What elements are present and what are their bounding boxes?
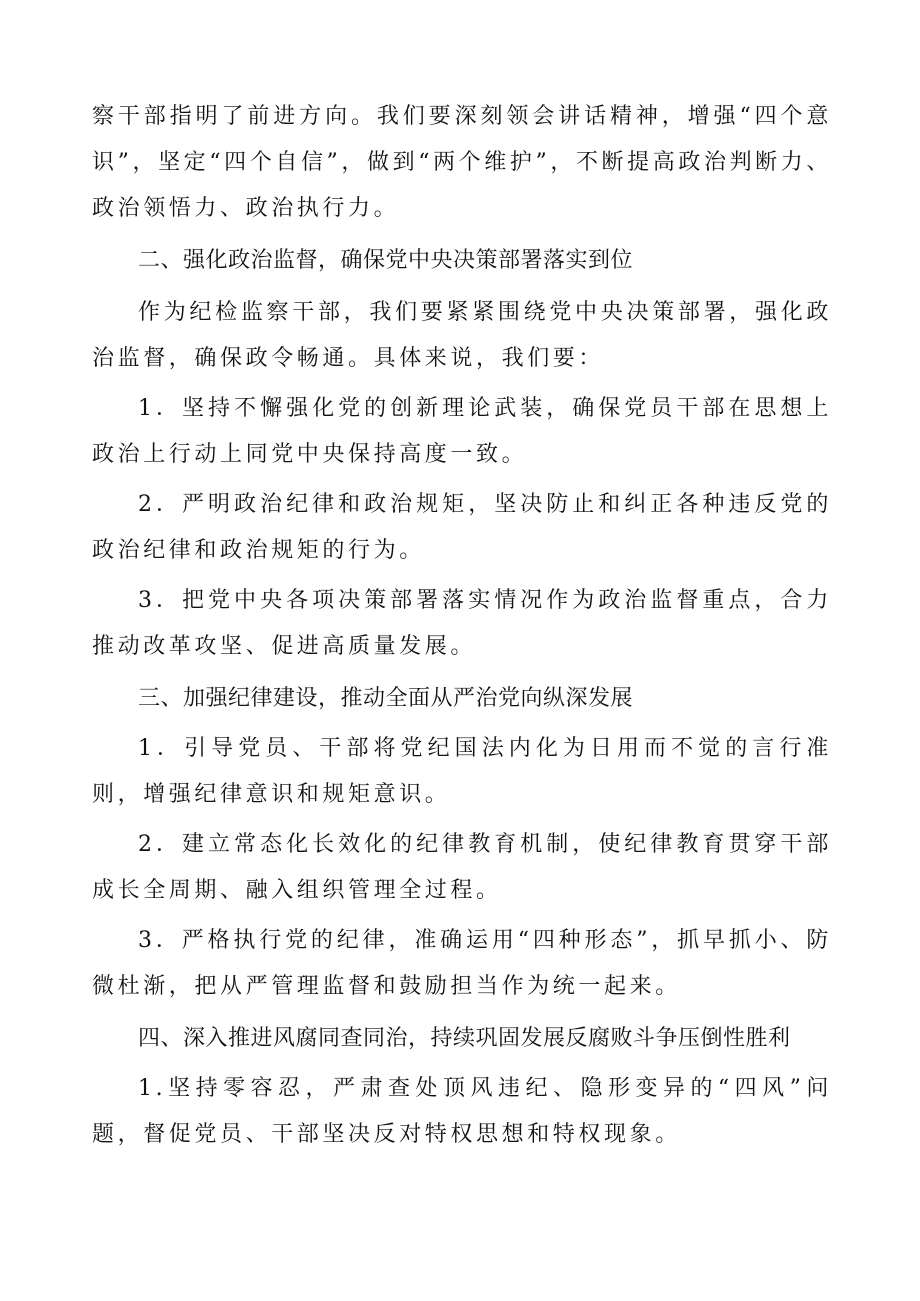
intro-continuation-paragraph: 察干部指明了前进方向。我们要深刻领会讲话精神，增强“四个意识”，坚定“四个自信”，做到“两个维护”，不断提高政治判断力、政治领悟力、政治执行力。 (92, 104, 832, 221)
section-3-item-1: 1．引导党员、干部将党纪国法内化为日用而不觉的言行准则，增强纪律意识和规矩意识。 (92, 736, 832, 807)
section-4-item-1: 1.坚持零容忍，严肃查处顶风违纪、隐形变异的“四风”问题，督促党员、干部坚决反对特权思想和特权现象。 (92, 1076, 832, 1147)
section-4-heading: 四、深入推进风腐同查同治，持续巩固发展反腐败斗争压倒性胜利 (138, 1026, 791, 1051)
section-3-item-2: 2．建立常态化长效化的纪律教育机制，使纪律教育贯穿干部成长全周期、融入组织管理全过程。 (92, 832, 832, 903)
section-2-item-2: 2．严明政治纪律和政治规矩，坚决防止和纠正各种违反党的政治纪律和政治规矩的行为。 (92, 492, 832, 563)
section-2-item-1: 1．坚持不懈强化党的创新理论武装，确保党员干部在思想上政治上行动上同党中央保持高度一致。 (92, 396, 832, 467)
section-2-heading: 二、强化政治监督，确保党中央决策部署落实到位 (138, 248, 634, 273)
section-3-heading: 三、加强纪律建设，推动全面从严治党向纵深发展 (138, 686, 634, 711)
section-2-item-3: 3．把党中央各项决策部署落实情况作为政治监督重点，合力推动改革攻坚、促进高质量发展。 (92, 588, 832, 659)
section-2-intro-paragraph: 作为纪检监察干部，我们要紧紧围绕党中央决策部署，强化政治监督，确保政令畅通。具体来说，我们要： (92, 300, 832, 371)
section-3-item-3: 3．严格执行党的纪律，准确运用“四种形态”，抓早抓小、防微杜渐，把从严管理监督和鼓励担当作为统一起来。 (92, 928, 832, 999)
